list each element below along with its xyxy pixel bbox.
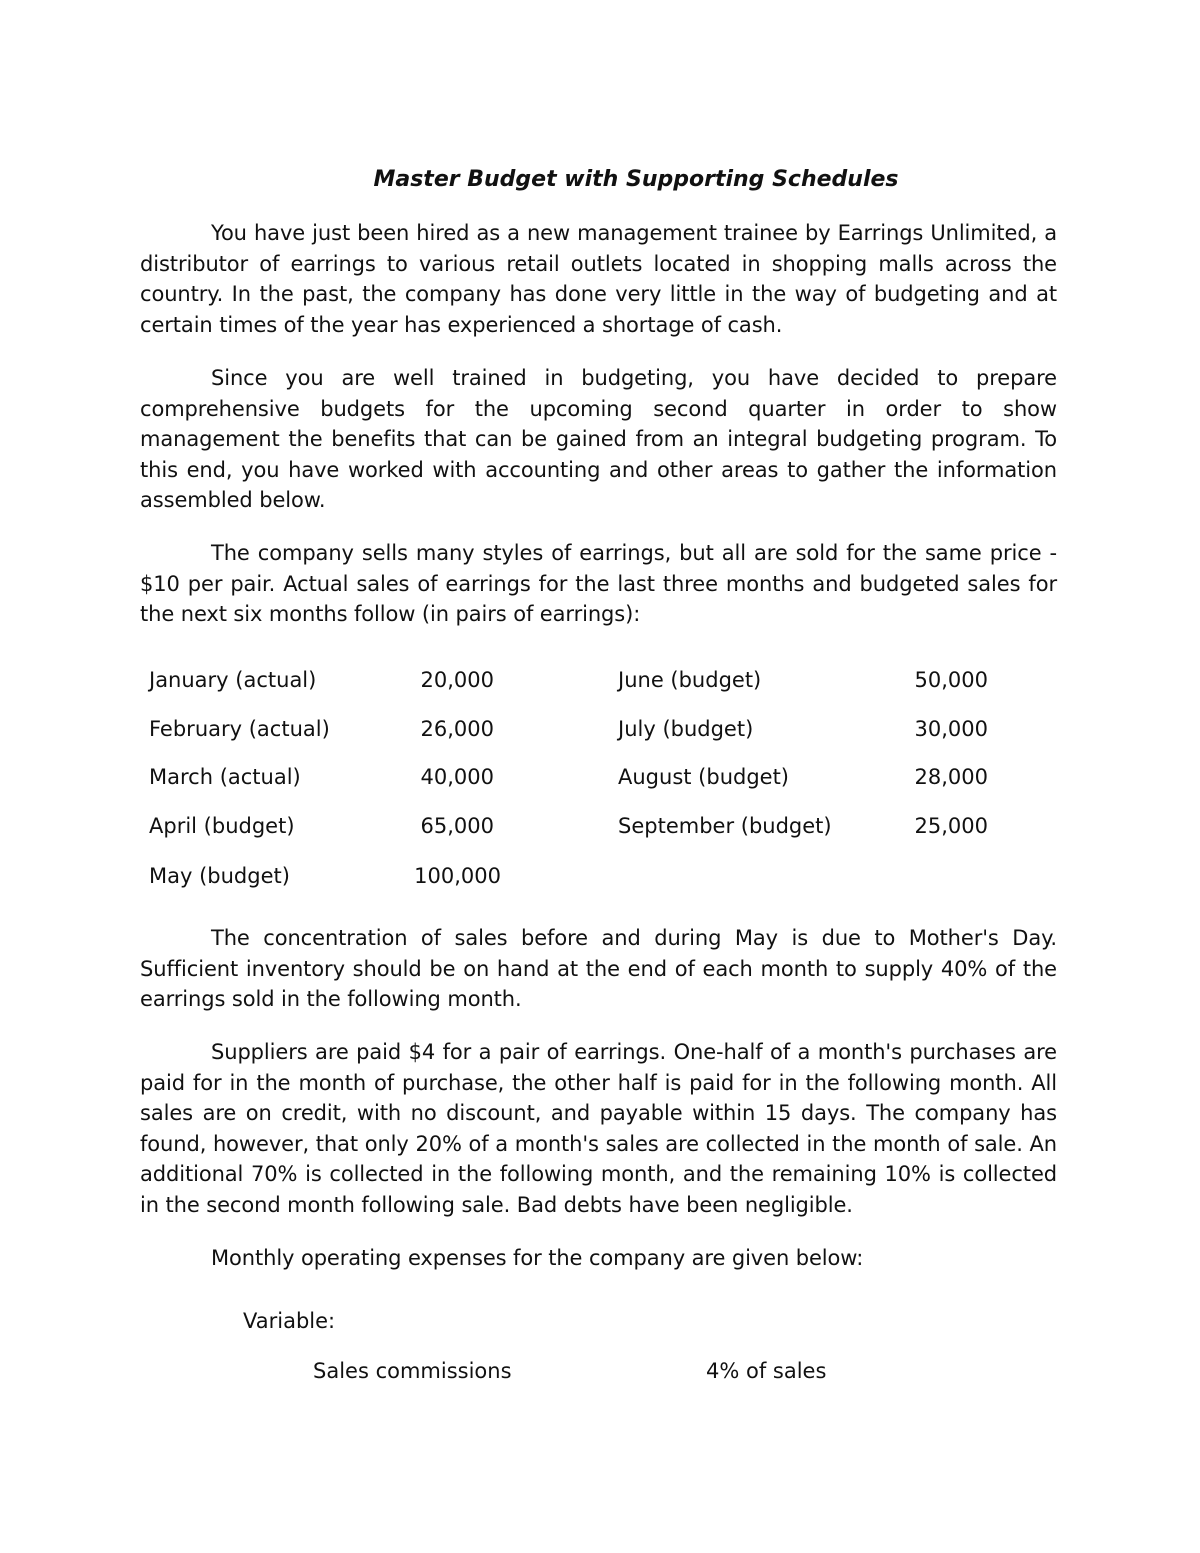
expense-value: 4% of sales [706, 1359, 827, 1383]
page-title: Master Budget with Supporting Schedules [373, 167, 899, 192]
pricing-paragraph: The company sells many styles of earrings, but all are sold for the same price - $10 per pair. Actual sales of earrings for the last three months and budgeted sales for the next six months follow (in pairs of earrings): [140, 541, 1057, 626]
intro-paragraph: You have just been hired as a new management trainee by Earrings Unlimited, a distributor of earrings to various retail outlets located in shopping malls across the country. In the past, the company has done very little in the way of budgeting and at certain times of the year has experienced a shortage of cash. [140, 221, 1057, 337]
sales-value: 26,000 [420, 717, 494, 741]
sales-value: 65,000 [420, 814, 494, 838]
sales-value: 20,000 [420, 668, 494, 692]
sales-month-label: January (actual) [149, 668, 317, 692]
sales-value: 28,000 [914, 765, 988, 789]
sales-month-label: August (budget) [618, 765, 790, 789]
sales-month-label: February (actual) [149, 717, 330, 741]
expense-name: Sales commissions [313, 1359, 512, 1383]
variable-label: Variable: [243, 1309, 336, 1333]
sales-month-label: March (actual) [149, 765, 301, 789]
sales-month-label: July (budget) [618, 717, 754, 741]
sales-value: 50,000 [914, 668, 988, 692]
sales-value: 100,000 [414, 864, 501, 888]
collections-paragraph: Suppliers are paid $4 for a pair of earrings. One-half of a month's purchases are paid for in the month of purchase, the other half is paid for in the following month. All sales are on credit, with no discount, and payable within 15 days. The company has found, however, that only 20% of a month's sales are collected in the month of sale. An additional 70% is collected in the following month, and the remaining 10% is collected in the second month following sale. Bad debts have been negligible. [140, 1040, 1057, 1217]
sales-month-label: June (budget) [618, 668, 762, 692]
sales-month-label: May (budget) [149, 864, 290, 888]
sales-value: 25,000 [914, 814, 988, 838]
budgeting-paragraph: Since you are well trained in budgeting, you have decided to prepare comprehensive budgets for the upcoming second quarter in order to show management the benefits that can be gained from an integral budgeting program. To this end, you have worked with accounting and other areas to gather the information assembled below. [140, 366, 1057, 512]
expenses-intro: Monthly operating expenses for the company are given below: [211, 1246, 864, 1270]
inventory-paragraph: The concentration of sales before and during May is due to Mother's Day. Sufficient inventory should be on hand at the end of each month to supply 40% of the earrings sold in the following month. [140, 926, 1057, 1011]
sales-month-label: April (budget) [149, 814, 295, 838]
sales-value: 30,000 [914, 717, 988, 741]
sales-month-label: September (budget) [618, 814, 832, 838]
sales-value: 40,000 [420, 765, 494, 789]
